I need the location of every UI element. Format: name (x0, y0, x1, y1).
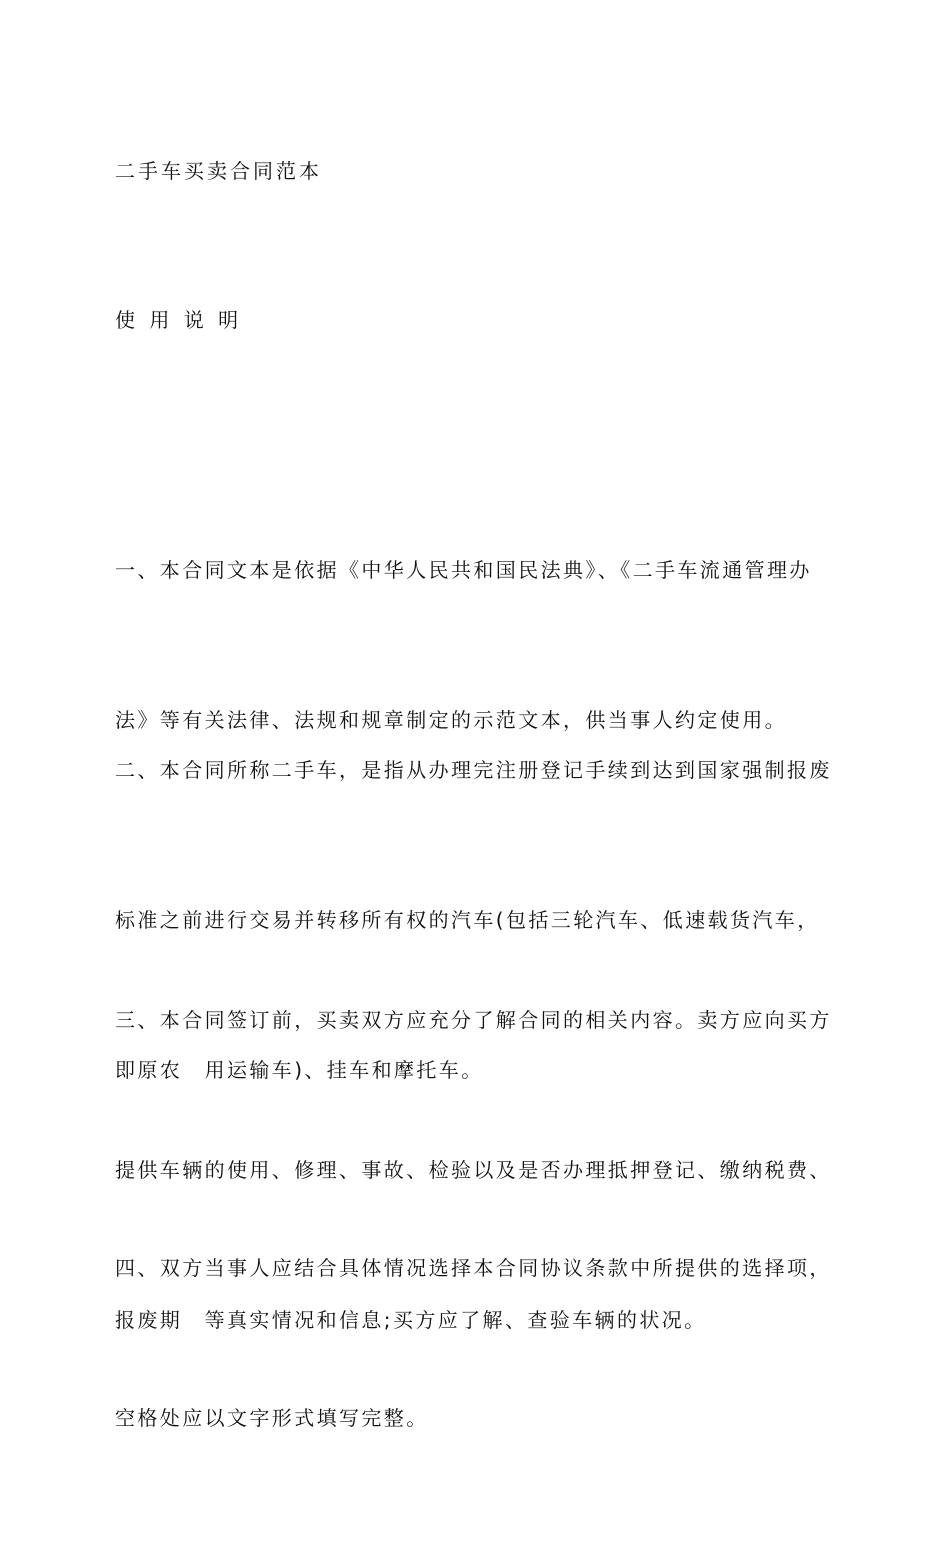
paragraph-line: 报废期 等真实情况和信息;买方应了解、查验车辆的状况。 (115, 1308, 707, 1332)
paragraph-line: 法》等有关法律、法规和规章制定的示范文本，供当事人约定使用。 (115, 708, 787, 732)
paragraph-line: 提供车辆的使用、修理、事故、检验以及是否办理抵押登记、缴纳税费、 (115, 1158, 832, 1182)
paragraph-line: 一、本合同文本是依据《中华人民共和国民法典》、《二手车流通管理办 (115, 558, 812, 582)
paragraph-line: 二、本合同所称二手车，是指从办理完注册登记手续到达到国家强制报废 (115, 758, 832, 782)
section-heading: 使 用 说 明 (115, 308, 243, 332)
document-title: 二手车买卖合同范本 (115, 159, 322, 183)
paragraph-line: 三、本合同签订前，买卖双方应充分了解合同的相关内容。卖方应向买方 (115, 1008, 832, 1032)
paragraph-line: 空格处应以文字形式填写完整。 (115, 1406, 429, 1430)
paragraph-4 (115, 1143, 840, 1543)
paragraph-line: 即原农 用运输车)、挂车和摩托车。 (115, 1058, 484, 1082)
paragraph-line: 四、双方当事人应结合具体情况选择本合同协议条款中所提供的选择项， (115, 1256, 832, 1280)
paragraph-line: 标准之前进行交易并转移所有权的汽车(包括三轮汽车、低速载货汽车， (115, 908, 820, 932)
